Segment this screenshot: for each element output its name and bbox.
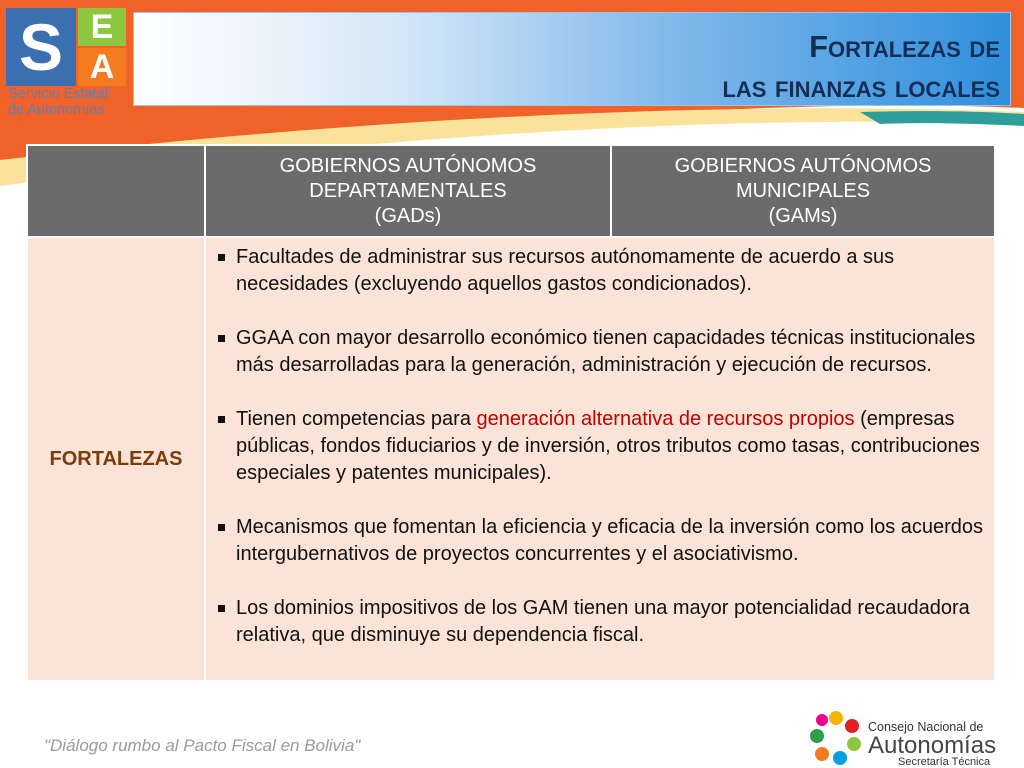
table-header-row (27, 145, 995, 237)
footer-slogan: "Diálogo rumbo al Pacto Fiscal en Bolivia" (44, 736, 361, 755)
list-item (212, 406, 984, 487)
highlighted-phrase: generación alternativa de recursos propios (476, 408, 855, 430)
org-name-line2: Autonomías (868, 732, 997, 759)
list-item (212, 595, 984, 649)
page-title-line1: Fortalezas de (809, 29, 1000, 64)
strengths-table (26, 144, 996, 682)
logo-subtitle-line2: de Autonomías (8, 102, 105, 118)
strengths-list (212, 244, 984, 649)
bullet-text: Facultades de administrar sus recursos autónomamente de acuerdo a sus necesidades (excluyendo aquellos gastos condicionados). (236, 246, 895, 295)
table-row (27, 237, 995, 681)
square-bullet-icon (218, 605, 225, 612)
list-item (212, 244, 984, 298)
column-header-gads (205, 145, 611, 237)
column-header-line: GOBIERNOS AUTÓNOMOS (279, 154, 537, 177)
page-title-line2: las finanzas locales (722, 69, 1000, 104)
list-item (212, 325, 984, 379)
hands-circle-icon (806, 708, 866, 768)
logo-letter-a: A (78, 48, 126, 86)
sea-logo (6, 8, 131, 118)
bullet-text-suffix: (empresas públicas, fondos fiduciarios y de inversión, otros tributos como tasas, contribuciones especiales y patentes municipales). (236, 408, 980, 484)
page-title (722, 27, 1000, 107)
bullet-text: Mecanismos que fomentan la eficiencia y eficacia de la inversión como los acuerdos intergubernativos de proyectos concurrentes y el asociativismo. (236, 516, 984, 565)
bullet-text-prefix: Tienen competencias para (236, 408, 477, 430)
square-bullet-icon (218, 416, 225, 423)
square-bullet-icon (218, 335, 225, 342)
logo-subtitle-line1: Servicio Estatal (8, 86, 108, 102)
strengths-content-cell (205, 237, 995, 681)
bullet-text: Los dominios impositivos de los GAM tienen una mayor potencialidad recaudadora relativa, que disminuye su dependencia fiscal. (236, 597, 970, 646)
row-label-fortalezas: FORTALEZAS (27, 237, 205, 681)
cna-logo (806, 708, 1006, 768)
title-banner (133, 12, 1011, 106)
column-header-line: (GADs) (374, 204, 442, 227)
table-corner-cell (27, 145, 205, 237)
square-bullet-icon (218, 524, 225, 531)
column-header-line: MUNICIPALES (735, 179, 871, 202)
column-header-line: (GAMs) (768, 204, 838, 227)
list-item (212, 514, 984, 568)
column-header-line: DEPARTAMENTALES (309, 179, 507, 202)
column-header-gams (611, 145, 995, 237)
logo-letter-e: E (78, 8, 126, 46)
org-name-line1: Consejo Nacional de (868, 720, 984, 734)
logo-letter-s: S (6, 8, 76, 86)
square-bullet-icon (218, 254, 225, 261)
column-header-line: GOBIERNOS AUTÓNOMOS (674, 154, 932, 177)
bullet-text: GGAA con mayor desarrollo económico tienen capacidades técnicas institucionales más desarrolladas para la generación, administración y ejecución de recursos. (236, 327, 976, 376)
logo-subtitle (8, 86, 132, 118)
org-name-line3: Secretaría Técnica (898, 756, 991, 768)
